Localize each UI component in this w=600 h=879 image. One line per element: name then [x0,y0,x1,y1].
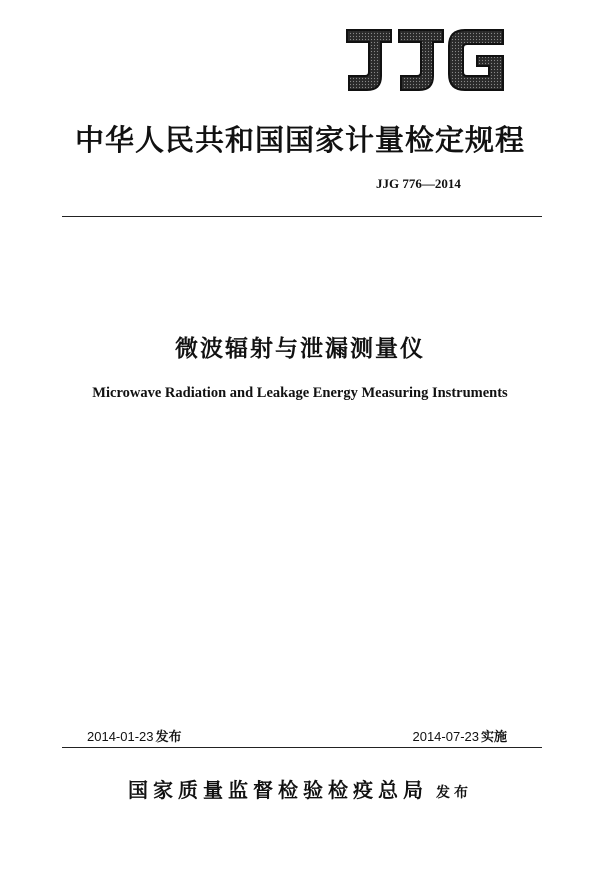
document-number: JJG 776—2014 [376,176,461,191]
publisher-action: 发布 [436,785,472,801]
logo-letter-j2 [399,30,443,90]
jjg-logo [343,26,508,94]
logo-letter-g [449,30,503,90]
publisher-name: 国家质量监督检验检疫总局 [128,778,428,802]
release-date-label: 发布 [155,730,182,745]
implementation-date-value: 2014-07-23 [412,729,479,744]
release-date [87,726,182,745]
title-english: Microwave Radiation and Leakage Energy Measuring Instruments [92,385,508,401]
top-divider [62,216,542,217]
publisher [0,774,600,803]
page-title: 中华人民共和国国家计量检定规程 [74,123,525,157]
bottom-divider [62,747,542,748]
logo-letter-j1 [347,30,391,90]
implementation-date [412,726,507,745]
release-date-value: 2014-01-23 [87,729,154,744]
implementation-date-label: 实施 [480,730,507,745]
title-chinese: 微波辐射与泄漏测量仪 [175,336,425,362]
